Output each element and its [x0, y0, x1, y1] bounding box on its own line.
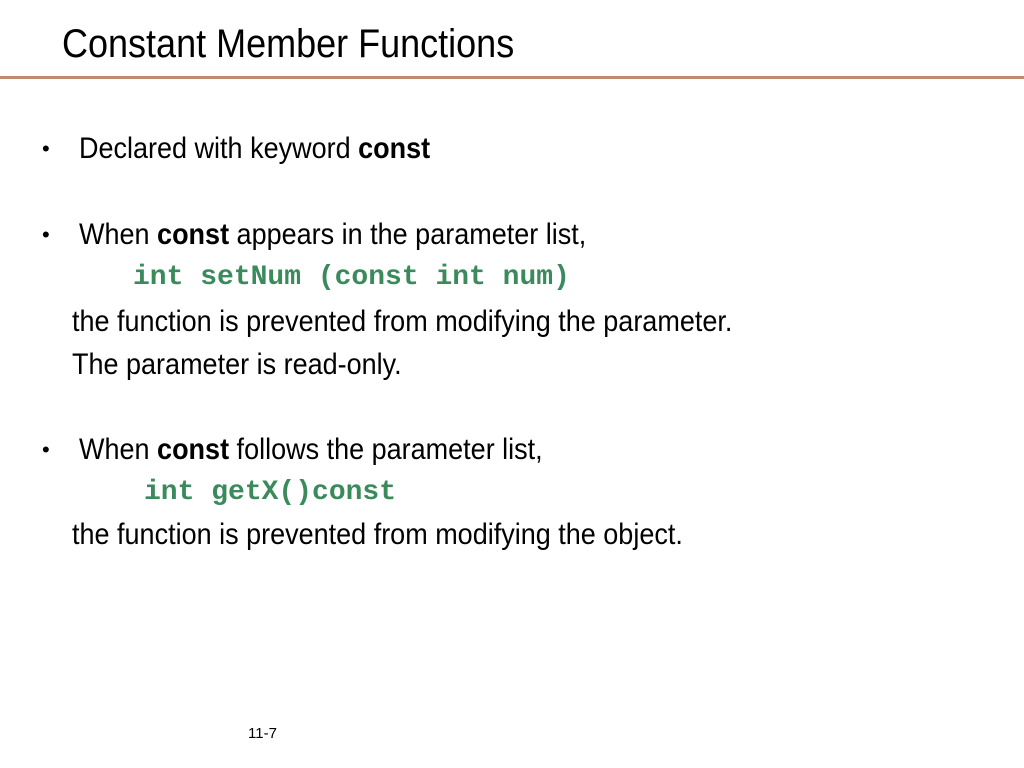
bullet-3-text	[79, 432, 543, 468]
bullet-2-keyword: const	[157, 218, 230, 251]
bullet-1-text-before: Declared with keyword	[79, 132, 359, 165]
code-example-getx: int getX()const	[144, 477, 397, 508]
code-example-setnum: int setNum (const int num)	[133, 262, 570, 293]
bullet-2-text	[79, 217, 586, 253]
bullet-1-keyword: const	[358, 132, 431, 165]
bullet-marker: •	[42, 222, 50, 247]
bullet-2-explanation-line-2: The parameter is read-only.	[72, 348, 402, 381]
bullet-3-explanation-line-1: the function is prevented from modifying the object.	[72, 518, 683, 551]
bullet-1-text	[79, 131, 430, 167]
bullet-marker: •	[42, 136, 50, 161]
bullet-2-explanation-line-1: the function is prevented from modifying the parameter.	[72, 305, 733, 338]
bullet-3-text-before: When	[79, 433, 158, 466]
bullet-3-text-after: follows the parameter list,	[229, 433, 543, 466]
title-divider	[0, 76, 1024, 79]
bullet-2-text-before: When	[79, 218, 158, 251]
bullet-2-text-after: appears in the parameter list,	[229, 218, 587, 251]
page-number: 11-7	[248, 725, 277, 742]
slide-title: Constant Member Functions	[62, 22, 515, 66]
bullet-3-keyword: const	[157, 433, 230, 466]
bullet-marker: •	[42, 437, 50, 462]
